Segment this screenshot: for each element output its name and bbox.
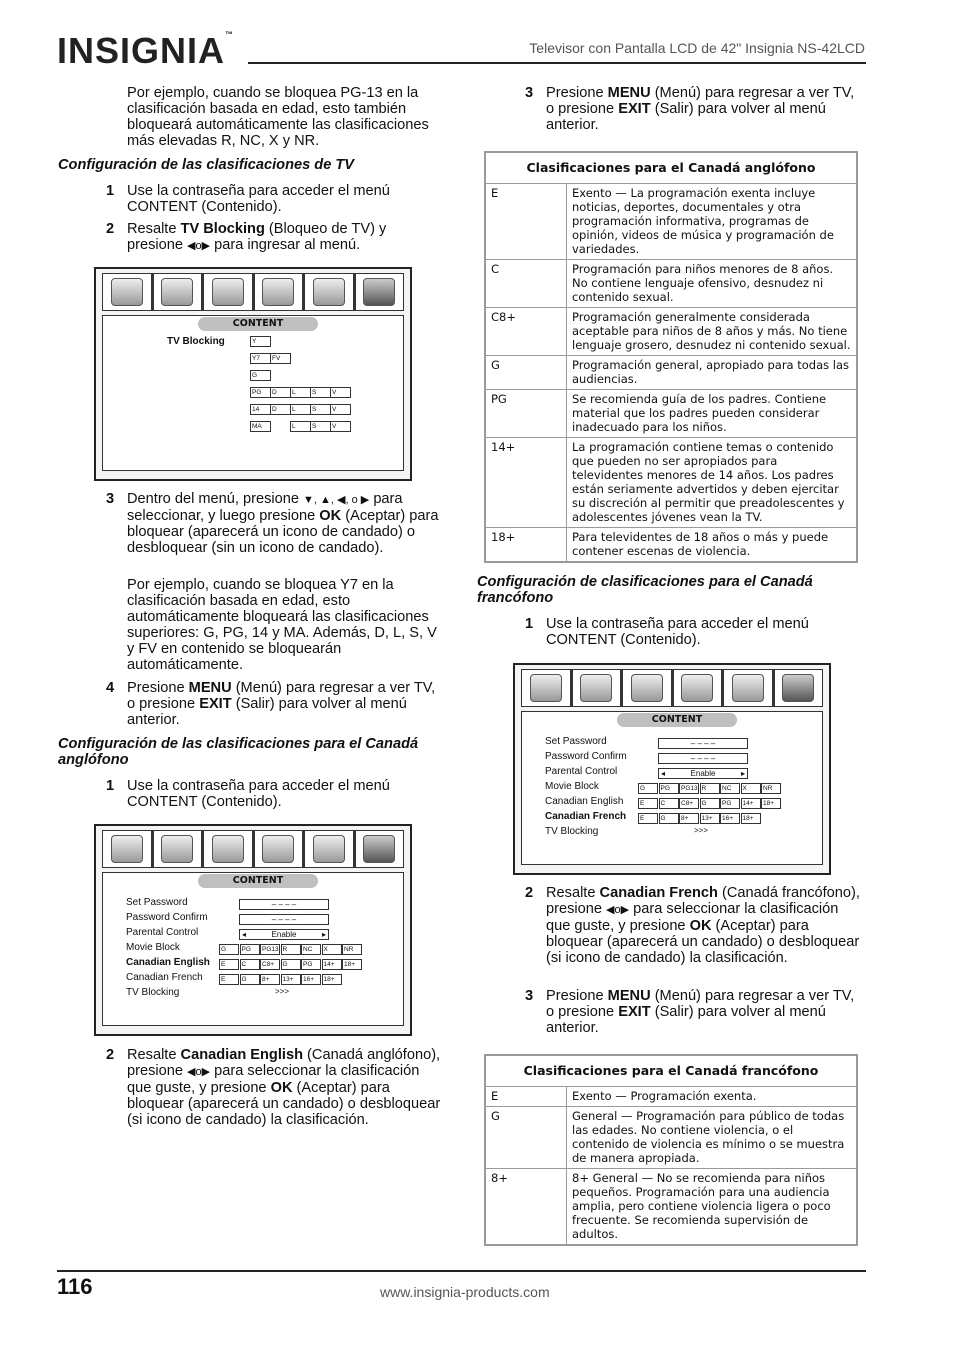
ratings-table-canada-french — [484, 1054, 858, 1246]
rating-lock-box[interactable]: R — [700, 783, 720, 794]
heading-tv-ratings: Configuración de las clasificaciones de TV — [58, 157, 355, 173]
step-4-tv: 4 Presione MENU (Menú) para regresar a ver TV, o presione EXIT (Salir) para volver al menú anterior. — [106, 680, 436, 728]
rating-lock-box[interactable]: 16+ — [301, 974, 321, 985]
toolbar-tab — [154, 831, 205, 867]
toolbar-tab — [204, 831, 255, 867]
rating-lock-box[interactable]: G — [638, 783, 658, 794]
left-arrow-icon[interactable]: ◂ — [661, 769, 666, 778]
content-lock-icon[interactable] — [363, 278, 395, 306]
menu-toolbar — [102, 830, 404, 868]
rating-lock-box[interactable]: 14 — [250, 404, 271, 415]
toolbar-tab — [775, 670, 823, 706]
channels-icon[interactable] — [580, 674, 612, 702]
rating-lock-box[interactable]: E — [219, 959, 239, 970]
step-3-tv-example: Por ejemplo, cuando se bloquea Y7 en la clasificación basada en edad, esto automáticamente bloqueará las clasificaciones superiores: G, PG, 14 y MA. Además, D, L, S, V y FV en contenido se bloquearán automáticamente. — [127, 577, 437, 673]
table-title: Clasificaciones para el Canadá anglófono — [485, 152, 857, 184]
password-confirm-label[interactable]: Password Confirm — [545, 751, 627, 762]
content-lock-icon[interactable] — [363, 835, 395, 863]
step-3-eng: 3 Presione MENU (Menú) para regresar a ver TV, o presione EXIT (Salir) para volver al menú anterior. — [525, 85, 855, 133]
header-rule — [248, 62, 866, 64]
rating-description: 8+ General — No se recomienda para niños pequeños. Programación para una audiencia amplia, pero contiene violencia ligera o poco frecuente. Se recomienda supervisión de adultos. — [567, 1169, 858, 1246]
clock-icon[interactable] — [313, 835, 345, 863]
step-2-eng: 2 Resalte Canadian English (Canadá anglófono), presione ◀o▶ para seleccionar la clasificación que guste, y presione OK (Aceptar) para bloquear (aparecerá un candado) o desbloquear (si icono de candado) la clasificación. — [106, 1047, 441, 1128]
rating-lock-box[interactable]: 18+ — [322, 974, 342, 985]
rating-description: Exento — La programación exenta incluye noticias, deportes, documentales y otra programación informativa, programas de opinión, videos de música y programación de variedades. — [567, 184, 858, 260]
table-row — [485, 528, 857, 563]
rating-lock-box[interactable]: 13+ — [700, 813, 720, 824]
step-1-eng: 1 Use la contraseña para acceder el menú CONTENT (Contenido). — [106, 778, 390, 810]
rating-lock-box[interactable]: L — [290, 404, 311, 415]
menu-toolbar — [102, 273, 404, 311]
rating-lock-box[interactable]: G — [219, 944, 239, 955]
rating-description: Programación general, apropiado para todas las audiencias. — [567, 356, 858, 390]
rating-lock-box[interactable]: NR — [342, 944, 362, 955]
intro-paragraph: Por ejemplo, cuando se bloquea PG-13 en la clasificación basada en edad, esto también bloqueará automáticamente las clasificaciones más elevadas R, NC, X y NR. — [127, 85, 429, 149]
audio-icon[interactable] — [631, 674, 663, 702]
insignia-logo: INSIGNIA™ — [57, 30, 235, 71]
step-2-fr: 2 Resalte Canadian French (Canadá francófono), presione ◀o▶ para seleccionar la clasificación que guste, y presione OK (Aceptar) para bloquear (aparecerá un candado) o desbloquear (si icono de candado) la clasificación. — [525, 885, 860, 966]
rating-lock-box[interactable]: E — [638, 798, 658, 809]
rating-lock-box[interactable]: V — [330, 421, 351, 432]
settings-icon[interactable] — [262, 835, 294, 863]
toolbar-tab — [623, 670, 674, 706]
parental-control-value: Enable — [690, 769, 716, 778]
channels-icon[interactable] — [161, 835, 193, 863]
rating-lock-box[interactable]: C — [659, 798, 679, 809]
rating-code: G — [485, 1107, 567, 1169]
table-row — [485, 356, 857, 390]
content-menu-tv-blocking — [94, 267, 412, 481]
rating-lock-box[interactable]: 14+ — [322, 959, 342, 970]
right-arrow-icon[interactable]: ▸ — [321, 930, 326, 939]
left-arrow-icon[interactable]: ◂ — [242, 930, 247, 939]
canadian-french-label[interactable]: Canadian French — [126, 972, 203, 983]
canadian-french-label[interactable]: Canadian French — [545, 811, 627, 822]
rating-lock-box[interactable]: 18+ — [741, 813, 761, 824]
heading-canada-french: Configuración de clasificaciones para el Canadá francófono — [477, 574, 813, 606]
step-2-tv: 2 Resalte TV Blocking (Bloqueo de TV) y presione ◀o▶ para ingresar al menú. — [106, 221, 387, 253]
rating-lock-box[interactable]: NC — [301, 944, 321, 955]
content-menu-canadian-french — [513, 663, 831, 875]
password-confirm-field[interactable]: – – – – — [658, 753, 748, 764]
rating-code: 14+ — [485, 438, 567, 528]
rating-lock-box[interactable]: Y — [250, 336, 271, 347]
rating-code: PG — [485, 390, 567, 438]
rating-lock-box[interactable]: X — [741, 783, 761, 794]
rating-lock-box[interactable]: E — [638, 813, 658, 824]
rating-lock-box[interactable]: V — [330, 404, 351, 415]
rating-lock-box[interactable]: PG — [720, 798, 740, 809]
rating-description: Programación generalmente considerada aceptable para niños de 8 años y más. No tiene lenguaje grosero, desnudez ni contenido sexual. — [567, 308, 858, 356]
rating-code: C8+ — [485, 308, 567, 356]
rating-lock-box[interactable]: NC — [720, 783, 740, 794]
rating-lock-box[interactable]: R — [281, 944, 301, 955]
settings-icon[interactable] — [262, 278, 294, 306]
rating-lock-box[interactable]: C8+ — [679, 798, 699, 809]
rating-lock-box[interactable]: G — [700, 798, 720, 809]
toolbar-tab — [356, 831, 404, 867]
canadian-english-label[interactable]: Canadian English — [545, 796, 624, 807]
tv-blocking-arrows[interactable]: >>> — [694, 826, 709, 835]
password-confirm-field[interactable]: – – – – — [239, 914, 329, 925]
heading-canada-english: Configuración de las clasificaciones para el Canadá anglófono — [58, 736, 419, 768]
picture-icon[interactable] — [111, 278, 143, 306]
tv-blocking-arrows[interactable]: >>> — [275, 987, 290, 996]
table-row — [485, 184, 857, 260]
canadian-english-label[interactable]: Canadian English — [126, 957, 210, 968]
menu-toolbar — [521, 669, 823, 707]
rating-description: Se recomienda guía de los padres. Contiene material que los padres pueden considerar inadecuado para los niños. — [567, 390, 858, 438]
rating-description: Programación para niños menores de 8 años. No contiene lenguaje ofensivo, desnudez ni contenido sexual. — [567, 260, 858, 308]
menu-panel — [102, 872, 404, 1026]
picture-icon[interactable] — [530, 674, 562, 702]
rating-description: La programación contiene temas o contenido que pueden no ser apropiados para televidentes menores de 14 años. Los padres están seriamente advertidos y deben ejercitar su discreción al permitir que preadolescentes y adolescentes jóvenes vean la TV. — [567, 438, 858, 528]
menu-title: CONTENT — [617, 713, 737, 727]
rating-lock-box[interactable]: PG13 — [681, 785, 698, 792]
parental-control-select[interactable] — [239, 929, 329, 940]
rating-code: C — [485, 260, 567, 308]
rating-lock-box[interactable]: 14+ — [741, 798, 761, 809]
rating-lock-box[interactable]: C8+ — [260, 959, 280, 970]
audio-icon[interactable] — [212, 835, 244, 863]
toolbar-tab — [724, 670, 775, 706]
rating-lock-box[interactable]: NR — [761, 783, 781, 794]
rating-lock-box[interactable]: 18+ — [761, 798, 781, 809]
page-number: 116 — [57, 1274, 93, 1299]
step-1-fr: 1 Use la contraseña para acceder el menú CONTENT (Contenido). — [525, 616, 809, 648]
channels-icon[interactable] — [161, 278, 193, 306]
rating-lock-box[interactable]: G — [240, 974, 260, 985]
step-1-tv: 1 Use la contraseña para acceder el menú CONTENT (Contenido). — [106, 183, 390, 215]
set-password-label[interactable]: Set Password — [126, 897, 188, 908]
table-row — [485, 438, 857, 528]
set-password-field[interactable]: – – – – — [239, 899, 329, 910]
rating-description: Para televidentes de 18 años o más y puede contener escenas de violencia. — [567, 528, 858, 563]
table-header-row — [485, 152, 857, 184]
rating-lock-box[interactable]: D — [270, 387, 291, 398]
step-3-fr: 3 Presione MENU (Menú) para regresar a ver TV, o presione EXIT (Salir) para volver al menú anterior. — [525, 988, 855, 1036]
rating-lock-box[interactable]: 8+ — [679, 813, 699, 824]
rating-lock-box[interactable]: PG — [301, 959, 321, 970]
ratings-table-canada-english — [484, 151, 858, 563]
rating-lock-box[interactable]: 18+ — [342, 959, 362, 970]
content-menu-canadian-english — [94, 824, 412, 1036]
tv-blocking-label: TV Blocking — [167, 336, 225, 347]
step-3-tv: 3 Dentro del menú, presione ▼, ▲, ◀, o ▶ para seleccionar, y luego presione OK (Aceptar) para bloquear (aparecerá un icono de candado) o desbloquear (sin un icono de candado). — [106, 491, 439, 556]
toolbar-tab — [573, 670, 624, 706]
menu-panel — [102, 315, 404, 471]
rating-lock-box[interactable]: L — [290, 421, 311, 432]
movie-block-label[interactable]: Movie Block — [126, 942, 180, 953]
set-password-label[interactable]: Set Password — [545, 736, 607, 747]
rating-lock-box[interactable]: G — [659, 813, 679, 824]
table-row — [485, 260, 857, 308]
rating-lock-box[interactable]: PG — [659, 783, 679, 794]
rating-lock-box[interactable]: FV — [270, 353, 291, 364]
menu-title: CONTENT — [198, 874, 318, 888]
toolbar-tab — [103, 831, 154, 867]
rating-description: Exento — Programación exenta. — [567, 1087, 858, 1107]
rating-lock-box[interactable]: 13+ — [281, 974, 301, 985]
footer-url: www.insignia-products.com — [380, 1284, 550, 1300]
rating-lock-box[interactable]: PG — [250, 387, 271, 398]
rating-lock-box[interactable]: 16+ — [720, 813, 740, 824]
footer-rule — [57, 1270, 866, 1272]
rating-lock-box[interactable]: PG — [240, 944, 260, 955]
audio-icon[interactable] — [212, 278, 244, 306]
rating-lock-box[interactable]: E — [219, 974, 239, 985]
parental-control-select[interactable] — [658, 768, 748, 779]
rating-lock-box[interactable]: 8+ — [260, 974, 280, 985]
parental-control-value: Enable — [271, 930, 297, 939]
table-row — [485, 308, 857, 356]
rating-description: General — Programación para público de todas las edades. No contiene violencia, o el contenido de violencia es mínimo o se muestra de manera apropiada. — [567, 1107, 858, 1169]
rating-code: 18+ — [485, 528, 567, 563]
rating-code: E — [485, 1087, 567, 1107]
rating-lock-box[interactable]: C — [240, 959, 260, 970]
rating-code: E — [485, 184, 567, 260]
rating-lock-box[interactable]: MA — [250, 421, 271, 432]
parental-control-label[interactable]: Parental Control — [126, 927, 199, 938]
rating-code: G — [485, 356, 567, 390]
content-lock-icon[interactable] — [782, 674, 814, 702]
toolbar-tab — [674, 670, 725, 706]
parental-control-label[interactable]: Parental Control — [545, 766, 618, 777]
rating-lock-box[interactable]: S — [310, 421, 331, 432]
rating-lock-box[interactable]: G — [250, 370, 271, 381]
tv-blocking-label[interactable]: TV Blocking — [126, 987, 180, 998]
toolbar-tab — [305, 831, 356, 867]
toolbar-tab — [255, 831, 306, 867]
table-header-row — [485, 1055, 857, 1087]
menu-panel — [521, 711, 823, 865]
picture-icon[interactable] — [111, 835, 143, 863]
clock-icon[interactable] — [313, 278, 345, 306]
table-row — [485, 1087, 857, 1107]
rating-lock-box[interactable]: PG13 — [262, 946, 279, 953]
header-title: Televisor con Pantalla LCD de 42" Insignia NS-42LCD — [529, 40, 865, 56]
toolbar-tab — [522, 670, 573, 706]
right-arrow-icon[interactable]: ▸ — [740, 769, 745, 778]
table-title: Clasificaciones para el Canadá francófono — [485, 1055, 857, 1087]
rating-lock-box[interactable]: V — [330, 387, 351, 398]
rating-lock-box[interactable]: S — [310, 404, 331, 415]
table-row — [485, 390, 857, 438]
rating-lock-box[interactable]: S — [310, 387, 331, 398]
table-row — [485, 1107, 857, 1169]
menu-title: CONTENT — [198, 317, 318, 331]
table-row — [485, 1169, 857, 1246]
rating-code: 8+ — [485, 1169, 567, 1246]
rating-lock-box[interactable]: Y7 — [250, 353, 271, 364]
password-confirm-label[interactable]: Password Confirm — [126, 912, 208, 923]
clock-icon[interactable] — [732, 674, 764, 702]
settings-icon[interactable] — [681, 674, 713, 702]
tv-blocking-label[interactable]: TV Blocking — [545, 826, 599, 837]
set-password-field[interactable]: – – – – — [658, 738, 748, 749]
rating-lock-box[interactable]: G — [281, 959, 301, 970]
rating-lock-box[interactable]: L — [290, 387, 311, 398]
rating-lock-box[interactable]: D — [270, 404, 291, 415]
movie-block-label[interactable]: Movie Block — [545, 781, 599, 792]
rating-lock-box[interactable]: X — [322, 944, 342, 955]
